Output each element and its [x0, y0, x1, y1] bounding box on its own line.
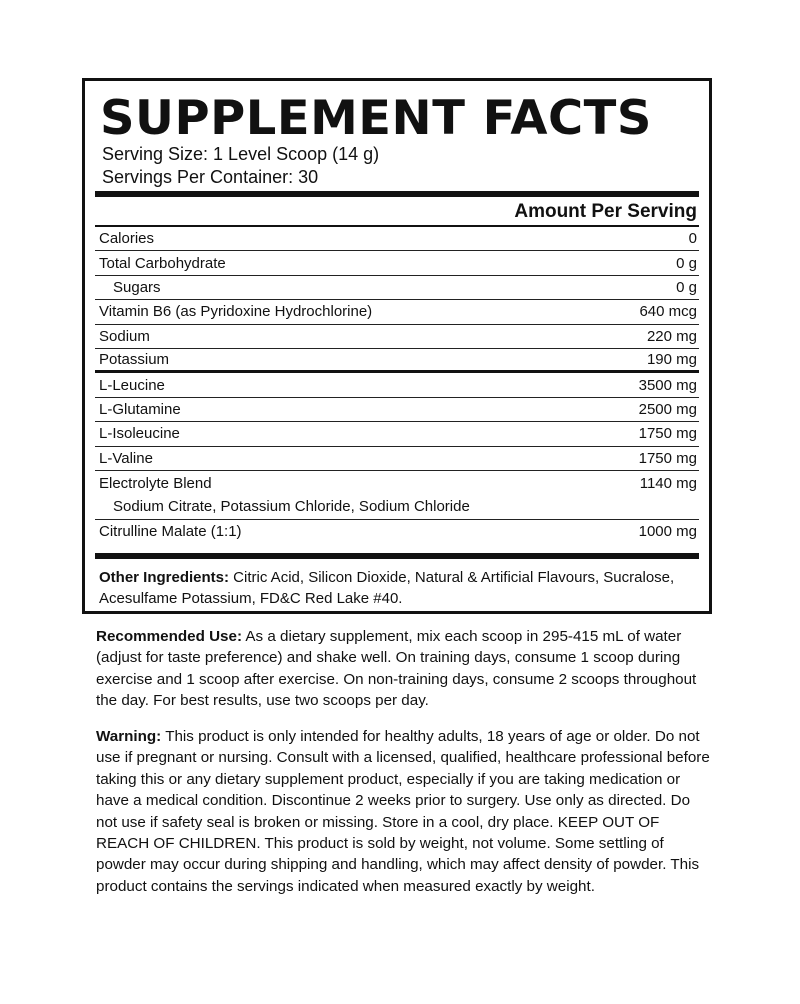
- table-row: [95, 398, 699, 422]
- row-value: 1140 mg: [639, 474, 697, 492]
- row-label: Sodium: [99, 327, 150, 345]
- panel-title: SUPPLEMENT FACTS: [100, 91, 652, 146]
- row-value: 0 g: [676, 278, 697, 296]
- table-row: [95, 349, 699, 373]
- thick-divider: [95, 191, 699, 197]
- warning-text: This product is only intended for healthy adults, 18 years of age or older. Do not use if pregnant or nursing. Consult with a licensed, qualified, healthcare professional before taking this or any dietary supplement product, especially if you are taking medication or have a medical condition. Discontinue 2 weeks prior to surgery. Use only as directed. Do not use if safety seal is broken or missing. Store in a cool, dry place. KEEP OUT OF REACH OF CHILDREN. This product is sold by weight, not volume. Some settling of powder may occur during shipping and handling, which may affect density of powder. This product contains the servings indicated when measured exactly by weight.: [96, 728, 710, 895]
- recommended-use-text: As a dietary supplement, mix each scoop in 295-415 mL of water (adjust for taste preference) and shake well. On training days, consume 1 scoop during exercise and 1 scoop after exercise. On non-training days, consume 2 scoops throughout the day. For best results, use two scoops per day.: [96, 628, 697, 710]
- nutrient-table: [95, 227, 699, 544]
- servings-per-container: Servings Per Container: 30: [102, 167, 319, 187]
- recommended-use-label: Recommended Use:: [96, 628, 243, 645]
- row-label: Calories: [99, 230, 155, 248]
- supplement-facts-panel: [82, 78, 712, 614]
- table-row: [95, 447, 699, 471]
- row-value: 2500 mg: [638, 400, 697, 418]
- table-row: [95, 373, 699, 397]
- row-label: Vitamin B6 (as Pyridoxine Hydrochlorine): [99, 303, 373, 321]
- amount-per-serving-header: Amount Per Serving: [514, 201, 697, 222]
- warning: [96, 726, 711, 897]
- table-row: [95, 227, 699, 251]
- table-row: [95, 300, 699, 324]
- row-label: Sodium Citrate, Potassium Chloride, Sodium Chloride: [113, 498, 470, 516]
- row-label: L-Glutamine: [99, 400, 181, 418]
- other-ingredients-label: Other Ingredients:: [99, 569, 230, 586]
- row-value: 0 g: [676, 254, 697, 272]
- row-label: Sugars: [113, 278, 161, 296]
- row-label: L-Leucine: [99, 376, 165, 394]
- table-row: [95, 520, 699, 544]
- table-row: [95, 325, 699, 349]
- row-label: L-Isoleucine: [99, 425, 180, 443]
- row-label: L-Valine: [99, 449, 153, 467]
- row-label: Citrulline Malate (1:1): [99, 523, 242, 541]
- recommended-use: [96, 626, 711, 712]
- table-row: [95, 276, 699, 300]
- row-label: Potassium: [99, 351, 170, 369]
- row-label: Electrolyte Blend: [99, 474, 212, 492]
- table-row: [95, 495, 699, 519]
- row-value: 0: [688, 230, 697, 248]
- row-value: 1750 mg: [638, 449, 697, 467]
- other-ingredients-text: Citric Acid, Silicon Dioxide, Natural & Artificial Flavours, Sucralose, Acesulfame Potassium, FD&C Red Lake #40.: [99, 569, 675, 607]
- row-value: 640 mcg: [639, 303, 697, 321]
- warning-label: Warning:: [96, 728, 162, 745]
- row-value: 1000 mg: [638, 523, 697, 541]
- row-value: 190 mg: [646, 351, 697, 369]
- row-value: 1750 mg: [638, 425, 697, 443]
- serving-size: Serving Size: 1 Level Scoop (14 g): [102, 144, 380, 164]
- row-value: 3500 mg: [638, 376, 697, 394]
- table-row: [95, 422, 699, 446]
- table-row: [95, 471, 699, 495]
- other-ingredients: [99, 567, 697, 609]
- table-row: [95, 251, 699, 275]
- row-value: 220 mg: [646, 327, 697, 345]
- thick-divider: [95, 553, 699, 559]
- row-label: Total Carbohydrate: [99, 254, 226, 272]
